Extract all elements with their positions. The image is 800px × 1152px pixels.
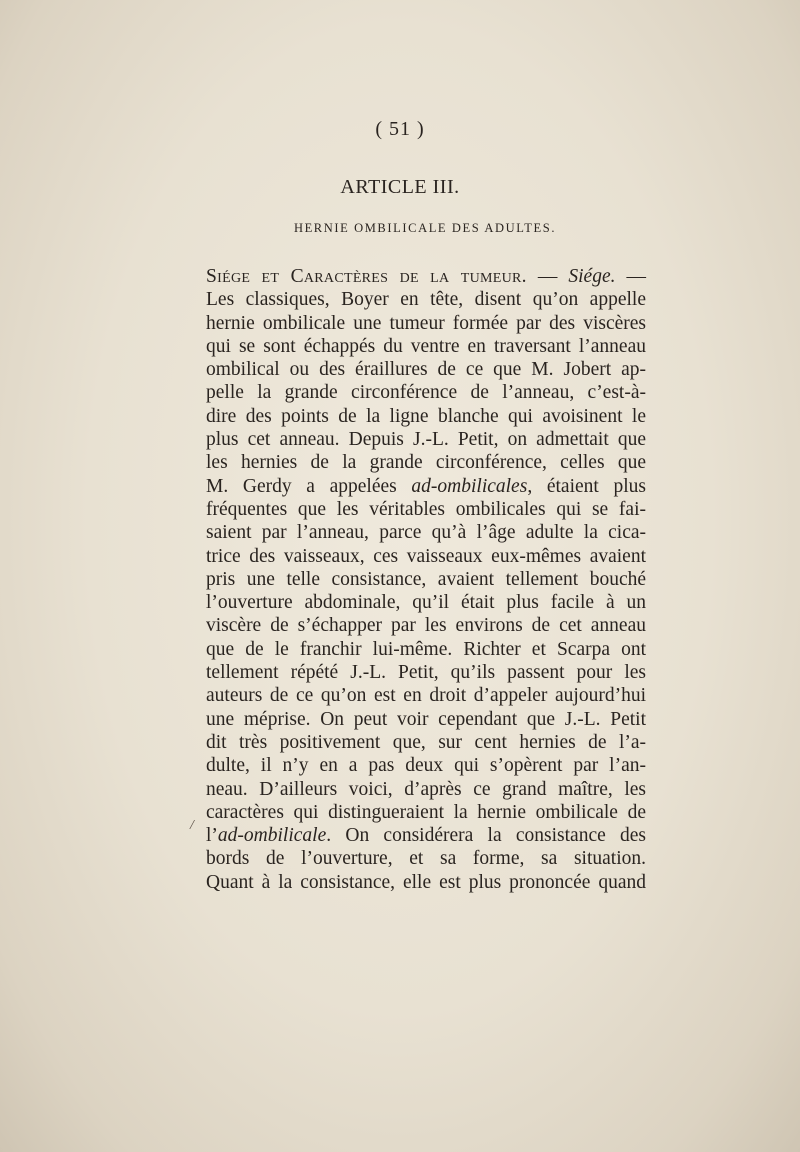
heading-line	[206, 265, 646, 288]
text-line: Quant à la consistance, elle est plus prononcée quand	[206, 871, 646, 893]
text-line-gerdy	[206, 475, 646, 498]
text-line: pelle la grande circonférence de l’anneau, c’est-à-	[206, 382, 646, 404]
section-title: HERNIE OMBILICALE DES ADULTES.	[293, 221, 557, 235]
text-line: fréquentes que les véritables ombilicales qui se fai-	[206, 498, 646, 520]
margin-mark: /	[190, 818, 194, 833]
text-line: caractères qui distingueraient la hernie ombilicale de	[206, 801, 646, 823]
italic-term: ad-ombilicale	[217, 825, 327, 847]
text-line: dire des points de la ligne blanche qui avoisinent le	[206, 405, 646, 427]
body-text	[206, 265, 646, 894]
text-line: ombilical ou des éraillures de ce que M. Jobert ap-	[206, 359, 646, 381]
text-line: tellement répété J.-L. Petit, qu’ils passent pour les	[206, 662, 646, 684]
text-line: pris une telle consistance, avaient tellement bouché	[206, 568, 646, 590]
text-line: plus cet anneau. Depuis J.-L. Petit, on admettait que	[206, 429, 646, 451]
text-line: que de le franchir lui-même. Richter et Scarpa ont	[206, 638, 646, 660]
text-segment: . On considérera la consistance des	[326, 825, 646, 847]
text-segment: , étaient plus	[527, 475, 646, 497]
text-line: viscère de s’échapper par les environs de cet anneau	[206, 615, 646, 637]
text-line: les hernies de la grande circonférence, celles que	[206, 452, 646, 474]
heading-smallcaps: Siége et Caractères de la tumeur.	[206, 266, 527, 287]
text-line: l’ouverture abdominale, qu’il était plus facile à un	[206, 592, 646, 614]
text-line: Les classiques, Boyer en tête, disent qu’on appelle	[206, 289, 646, 311]
heading-trail: —	[615, 266, 647, 287]
text-line: dulte, il n’y en a pas deux qui s’opèrent par l’an-	[206, 755, 646, 777]
heading-italic: Siége.	[568, 266, 616, 287]
text-line: bords de l’ouverture, et sa forme, sa situation.	[206, 848, 646, 870]
text-line: trice des vaisseaux, ces vaisseaux eux-mêmes avaient	[206, 545, 646, 567]
text-line-ad-ombilicale	[206, 824, 646, 847]
article-title: ARTICLE III.	[340, 176, 460, 198]
text-line: auteurs de ce qu’on est en droit d’appeler aujourd’hui	[206, 685, 646, 707]
page-number: ( 51 )	[375, 118, 425, 140]
text-segment: l’	[206, 825, 218, 847]
text-line: neau. D’ailleurs voici, d’après ce grand maître, les	[206, 778, 646, 800]
text-line: dit très positivement que, sur cent hernies de l’a-	[206, 731, 646, 753]
text-segment: M. Gerdy a appelées	[206, 475, 412, 497]
text-line: hernie ombilicale une tumeur formée par des viscères	[206, 312, 646, 334]
text-line: une méprise. On peut voir cependant que J.-L. Petit	[206, 708, 646, 730]
heading-dash: —	[526, 266, 569, 287]
italic-term: ad-ombilicales	[411, 475, 528, 497]
text-line: qui se sont échappés du ventre en traversant l’anneau	[206, 335, 646, 357]
text-line: saient par l’anneau, parce qu’à l’âge adulte la cica-	[206, 522, 646, 544]
